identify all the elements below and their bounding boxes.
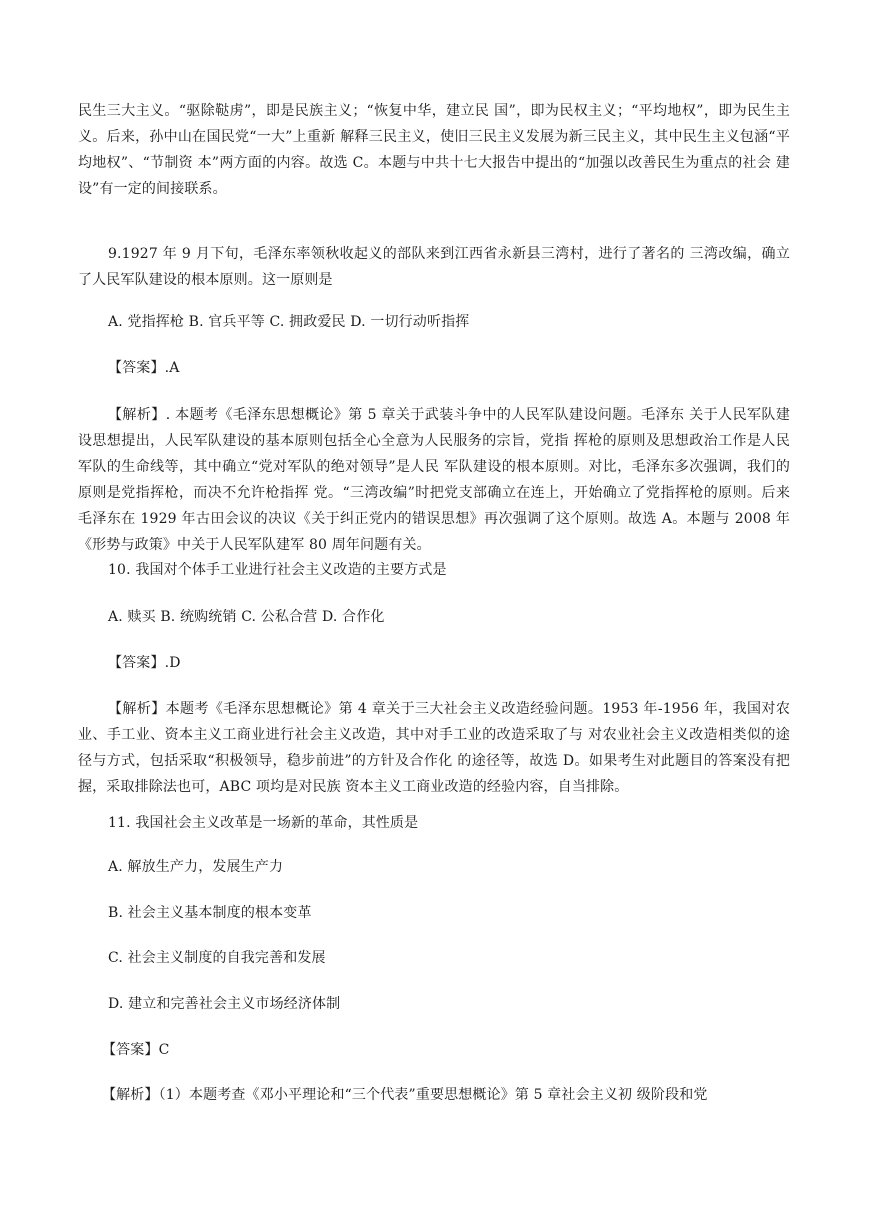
question-11-stem: 11. 我国社会主义改革是一场新的革命，其性质是 bbox=[108, 815, 419, 831]
intro-paragraph: 民生三大主义。“驱除鞑虏”，即是民族主义；“恢复中华，建立民 国”，即为民权主义；“平均地权”，即为民生主义。后来，孙中山在国民党“一大”上重新 解释三民主义，使旧三民主义发展为新三民主义，其中民生主义包涵“平均地权”、“节制资 本”两方面的内容。故选 C。本题与中共十七大报告中提出的“加强以改善民生为重点的社会 建设”有一定的间接联系。 bbox=[78, 103, 790, 197]
question-11-analysis: 【解析】（1）本题考查《邓小平理论和“三个代表”重要思想概论》第 5 章社会主义初 级阶段和党 bbox=[102, 1087, 708, 1103]
question-9-answer: 【答案】.A bbox=[108, 360, 180, 376]
question-10-answer: 【答案】.D bbox=[108, 655, 181, 671]
question-9-options: A. 党指挥枪 B. 官兵平等 C. 拥政爱民 D. 一切行动听指挥 bbox=[108, 314, 470, 330]
question-10-options: A. 赎买 B. 统购统销 C. 公私合营 D. 合作化 bbox=[108, 609, 385, 625]
question-10-analysis: 【解析】本题考《毛泽东思想概论》第 4 章关于三大社会主义改造经验问题。1953 年-1956 年，我国对农业、手工业、资本主义工商业进行社会主义改造，其中对手工业的改造采取了与 对农业社会主义改造相类似的途径与方式，包括采取“积极领导，稳步前进”的方针及合作化 的途径等，故选 D。如果考生对此题目的答案没有把握，采取排除法也可，ABC 项均是对民族 资本主义工商业改造的经验内容，自当排除。 bbox=[78, 701, 790, 795]
question-9-stem: 9.1927 年 9 月下旬，毛泽东率领秋收起义的部队来到江西省永新县三湾村，进行了著名的 三湾改编，确立了人民军队建设的根本原则。这一原则是 bbox=[78, 246, 790, 288]
question-11-option-c: C. 社会主义制度的自我完善和发展 bbox=[108, 950, 326, 966]
question-11-answer: 【答案】C bbox=[102, 1042, 170, 1058]
question-11-option-b: B. 社会主义基本制度的根本变革 bbox=[108, 905, 312, 921]
question-9-analysis: 【解析】. 本题考《毛泽东思想概论》第 5 章关于武装斗争中的人民军队建设问题。毛泽东 关于人民军队建设思想提出，人民军队建设的基本原则包括全心全意为人民服务的宗旨，党指 挥枪的原则及思想政治工作是人民军队的生命线等，其中确立“党对军队的绝对领导”是人民 军队建设的根本原则。对比，毛泽东多次强调，我们的原则是党指挥枪，而决不允许枪指挥 党。“三湾改编”时把党支部确立在连上，开始确立了党指挥枪的原则。后来毛泽东在 1929 年古田会议的决议《关于纠正党内的错误思想》再次强调了这个原则。故选 A。本题与 2008 年《形势与政策》中关于人民军队建军 80 周年问题有关。 bbox=[78, 407, 790, 553]
question-10-stem: 10. 我国对个体手工业进行社会主义改造的主要方式是 bbox=[108, 562, 447, 578]
question-11-option-a: A. 解放生产力，发展生产力 bbox=[108, 859, 284, 875]
question-11-option-d: D. 建立和完善社会主义市场经济体制 bbox=[108, 996, 341, 1012]
